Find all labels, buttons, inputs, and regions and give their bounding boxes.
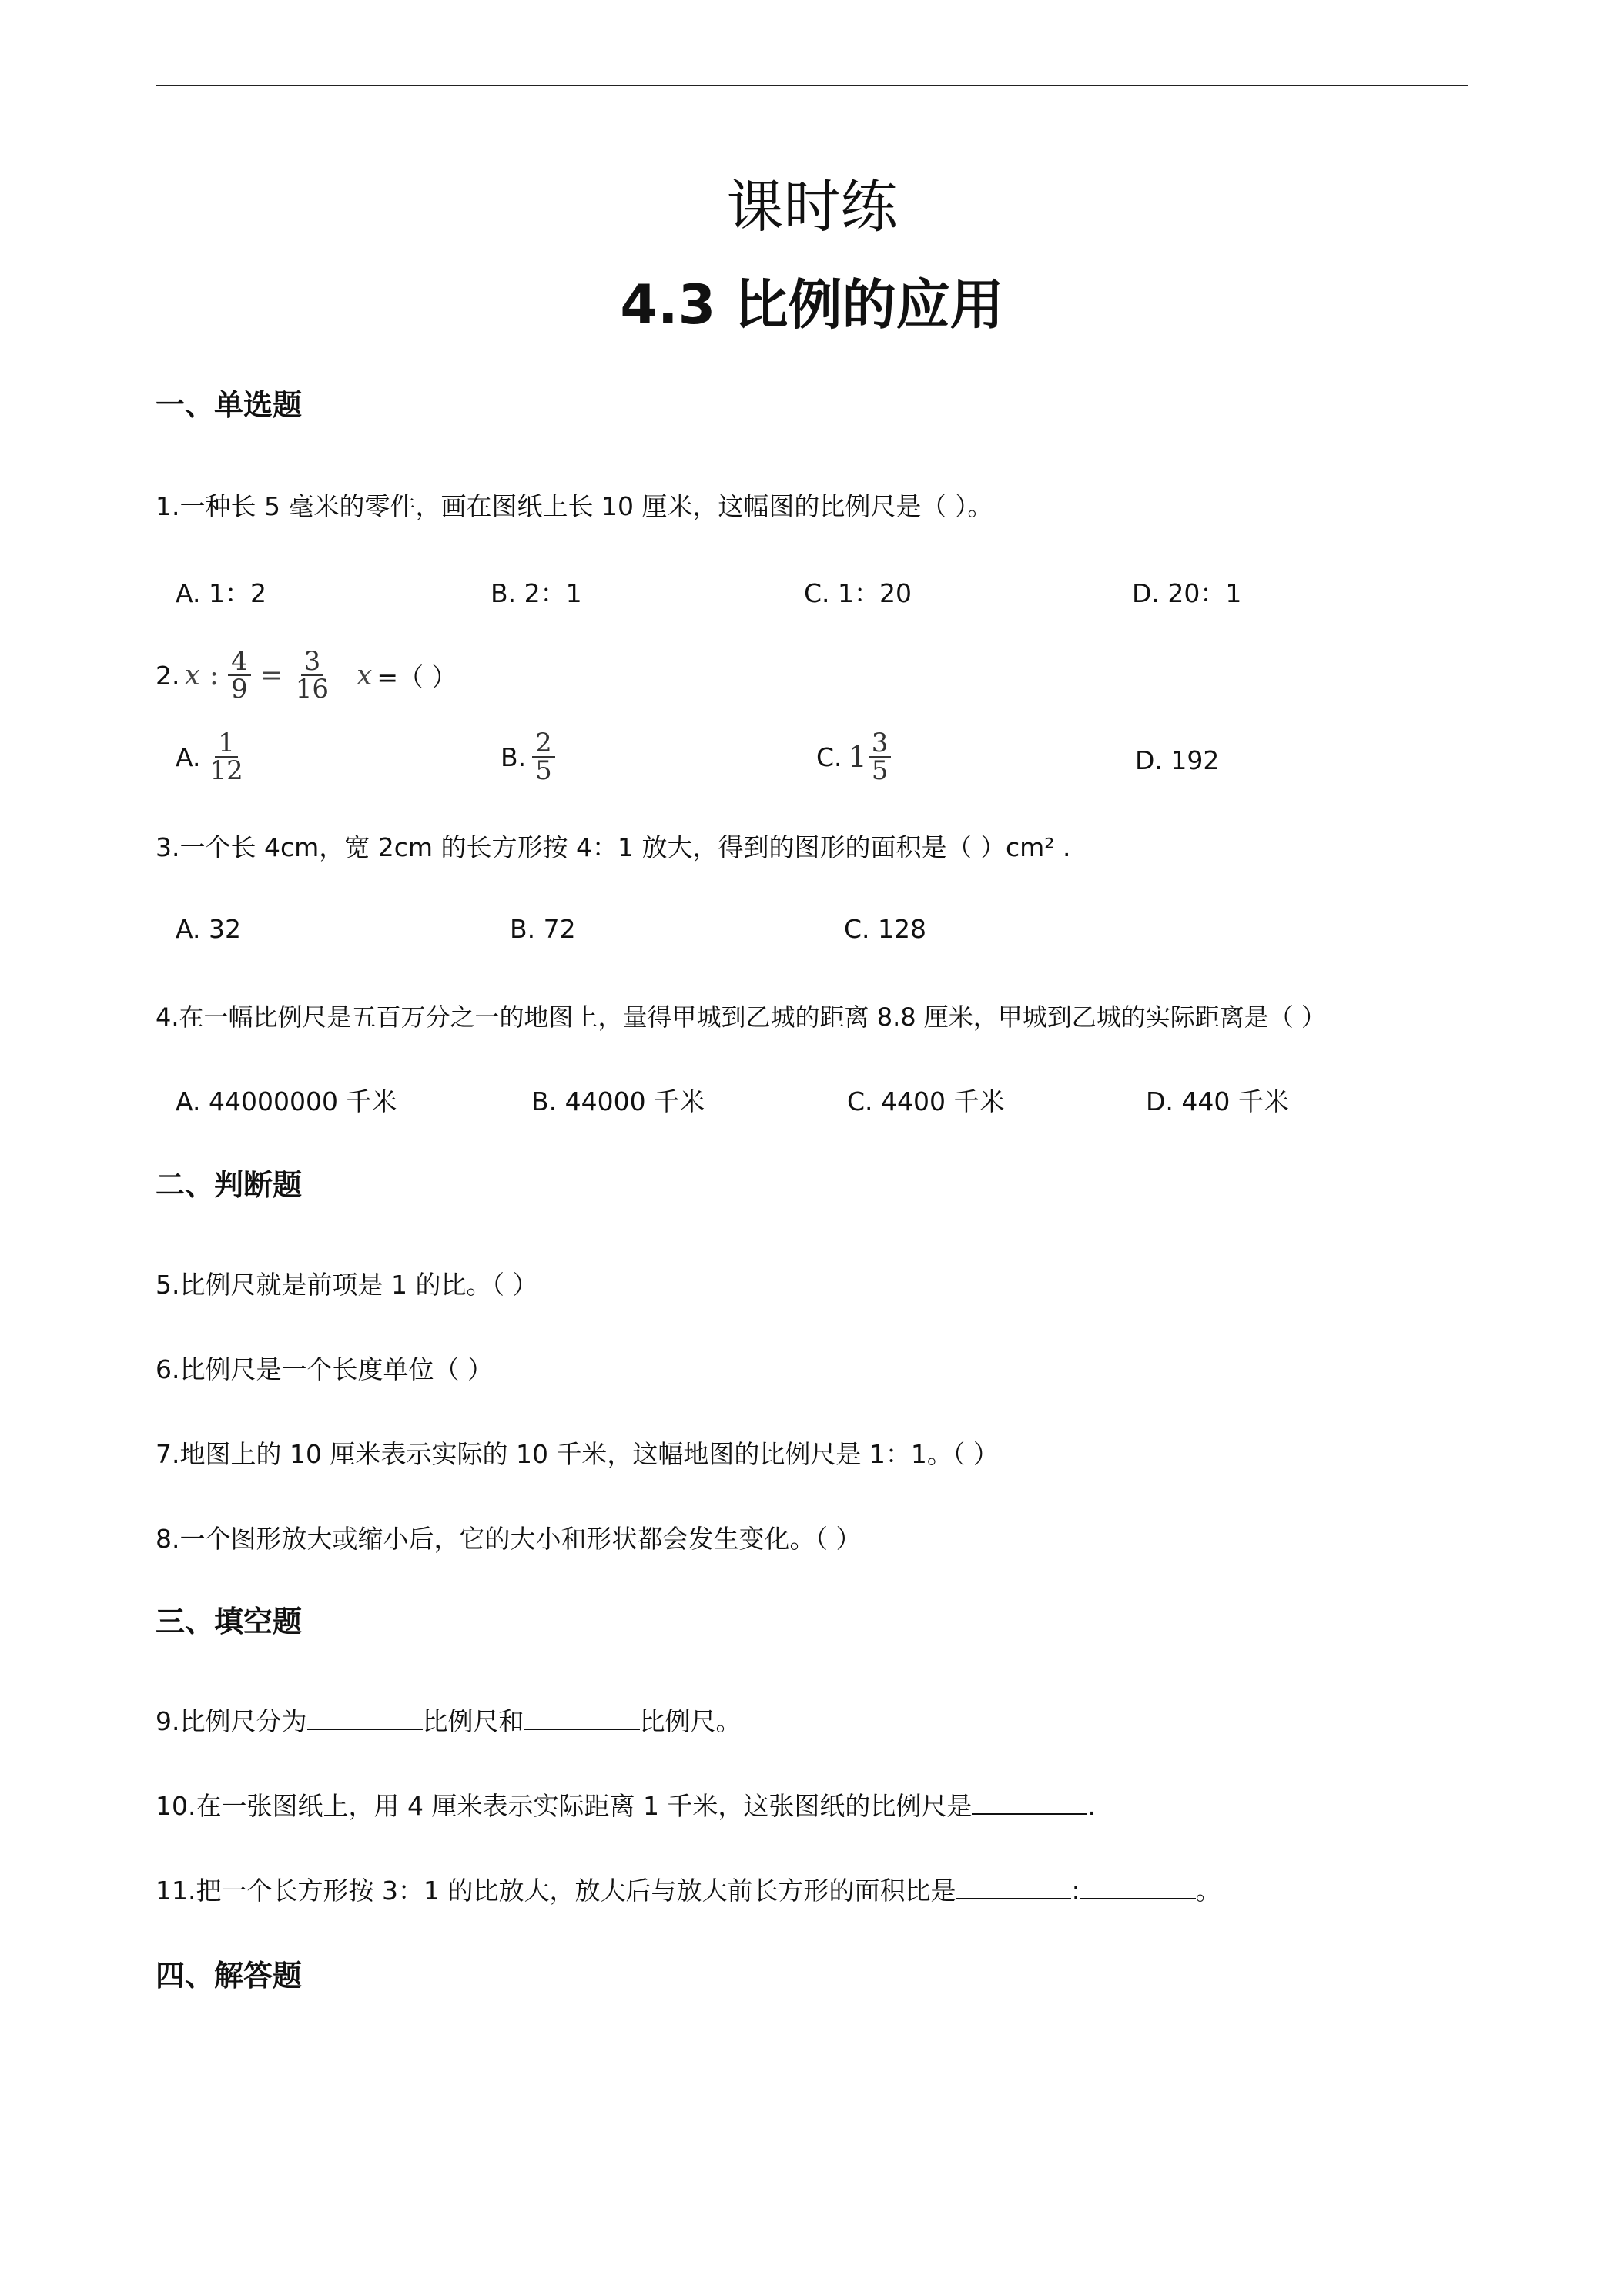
section-heading-solve: 四、解答题 bbox=[156, 1959, 303, 1993]
question-8: 8.一个图形放大或缩小后，它的大小和形状都会发生变化。（ ） bbox=[156, 1524, 862, 1554]
q2-option-a bbox=[176, 730, 246, 784]
q4-option-a: A. 44000000 千米 bbox=[176, 1086, 397, 1116]
q9-text-b: 比例尺和 bbox=[422, 1706, 524, 1736]
page-title: 课时练 bbox=[726, 174, 898, 240]
q2-option-c-label: C. bbox=[816, 741, 842, 772]
q3-option-b: B. 72 bbox=[510, 914, 576, 944]
q11-text-a: 11.把一个长方形按 3：1 的比放大，放大后与放大前长方形的面积比是 bbox=[156, 1876, 956, 1906]
q2-equals: = bbox=[260, 659, 283, 691]
q1-option-b: B. 2：1 bbox=[491, 578, 582, 608]
q4-option-c: C. 4400 千米 bbox=[847, 1086, 1005, 1116]
q11-blank-2 bbox=[1080, 1875, 1196, 1899]
q2-option-d: D. 192 bbox=[1135, 745, 1220, 775]
q2-option-c-whole: 1 bbox=[848, 740, 867, 774]
q2-variable-2: x bbox=[357, 659, 373, 691]
q9-text-a: 9.比例尺分为 bbox=[156, 1706, 307, 1736]
q2-option-a-numerator: 1 bbox=[215, 730, 238, 758]
question-9 bbox=[156, 1702, 742, 1738]
q4-option-d: D. 440 千米 bbox=[1146, 1086, 1289, 1116]
q11-text-c: 。 bbox=[1195, 1876, 1221, 1906]
q2-option-c-fraction bbox=[869, 730, 892, 784]
q2-option-b-denominator: 5 bbox=[535, 755, 552, 786]
question-11 bbox=[156, 1871, 1221, 1907]
q2-option-c bbox=[816, 730, 891, 784]
question-3: 3.一个长 4cm，宽 2cm 的长方形按 4：1 放大，得到的图形的面积是（ ）cm² . bbox=[156, 832, 1071, 862]
q10-text-b: . bbox=[1087, 1791, 1096, 1821]
q2-option-b-fraction bbox=[532, 730, 555, 784]
q2-option-a-denominator: 12 bbox=[209, 755, 243, 786]
page-subtitle: 4.3 比例的应用 bbox=[620, 273, 1004, 336]
q1-option-a: A. 1：2 bbox=[176, 578, 266, 608]
question-5: 5.比例尺就是前项是 1 的比。（ ） bbox=[156, 1270, 538, 1300]
q2-fraction-right bbox=[293, 646, 332, 705]
q3-option-a: A. 32 bbox=[176, 914, 241, 944]
q2-number: 2. bbox=[156, 660, 180, 691]
q2-fraction-left bbox=[228, 646, 251, 705]
q2-option-a-label: A. bbox=[176, 741, 201, 772]
question-4: 4.在一幅比例尺是五百万分之一的地图上，量得甲城到乙城的距离 8.8 厘米，甲城到乙城的实际距离是（ ） bbox=[156, 1002, 1326, 1032]
section-heading-fill-blank: 三、填空题 bbox=[156, 1605, 303, 1638]
q9-blank-2 bbox=[524, 1705, 640, 1730]
question-1: 1.一种长 5 毫米的零件，画在图纸上长 10 厘米，这幅图的比例尺是（ ）。 bbox=[156, 491, 993, 521]
section-heading-true-false: 二、判断题 bbox=[156, 1168, 303, 1202]
q2-option-c-numerator: 3 bbox=[869, 730, 892, 758]
q2-option-a-fraction bbox=[206, 730, 246, 784]
header-rule bbox=[156, 85, 1468, 86]
q2-option-c-denominator: 5 bbox=[871, 755, 889, 786]
q10-blank bbox=[972, 1790, 1087, 1815]
q9-text-c: 比例尺。 bbox=[639, 1706, 742, 1736]
q2-colon: : bbox=[209, 659, 219, 691]
q2-option-b bbox=[501, 730, 555, 784]
q11-colon: : bbox=[1071, 1876, 1080, 1906]
q2-option-b-numerator: 2 bbox=[532, 730, 555, 758]
q10-text-a: 10.在一张图纸上，用 4 厘米表示实际距离 1 千米，这张图纸的比例尺是 bbox=[156, 1791, 973, 1821]
question-2 bbox=[156, 646, 457, 705]
question-10 bbox=[156, 1786, 1096, 1822]
q2-fraction-left-denominator: 9 bbox=[230, 674, 248, 705]
q2-fraction-right-numerator: 3 bbox=[301, 648, 324, 676]
q2-option-b-label: B. bbox=[501, 741, 527, 772]
q4-option-b: B. 44000 千米 bbox=[531, 1086, 705, 1116]
q2-suffix: =（ ） bbox=[377, 661, 457, 692]
question-6: 6.比例尺是一个长度单位（ ） bbox=[156, 1354, 493, 1384]
q9-blank-1 bbox=[307, 1705, 423, 1730]
q2-fraction-left-numerator: 4 bbox=[228, 648, 251, 676]
section-heading-single-choice: 一、单选题 bbox=[156, 388, 303, 422]
q11-blank-1 bbox=[956, 1875, 1071, 1899]
q2-variable: x bbox=[184, 659, 200, 691]
question-7: 7.地图上的 10 厘米表示实际的 10 千米，这幅地图的比例尺是 1：1。（ ） bbox=[156, 1439, 999, 1469]
q2-fraction-right-denominator: 16 bbox=[295, 674, 330, 705]
q1-option-d: D. 20：1 bbox=[1132, 578, 1242, 608]
q3-option-c: C. 128 bbox=[844, 914, 927, 944]
q1-option-c: C. 1：20 bbox=[804, 578, 912, 608]
